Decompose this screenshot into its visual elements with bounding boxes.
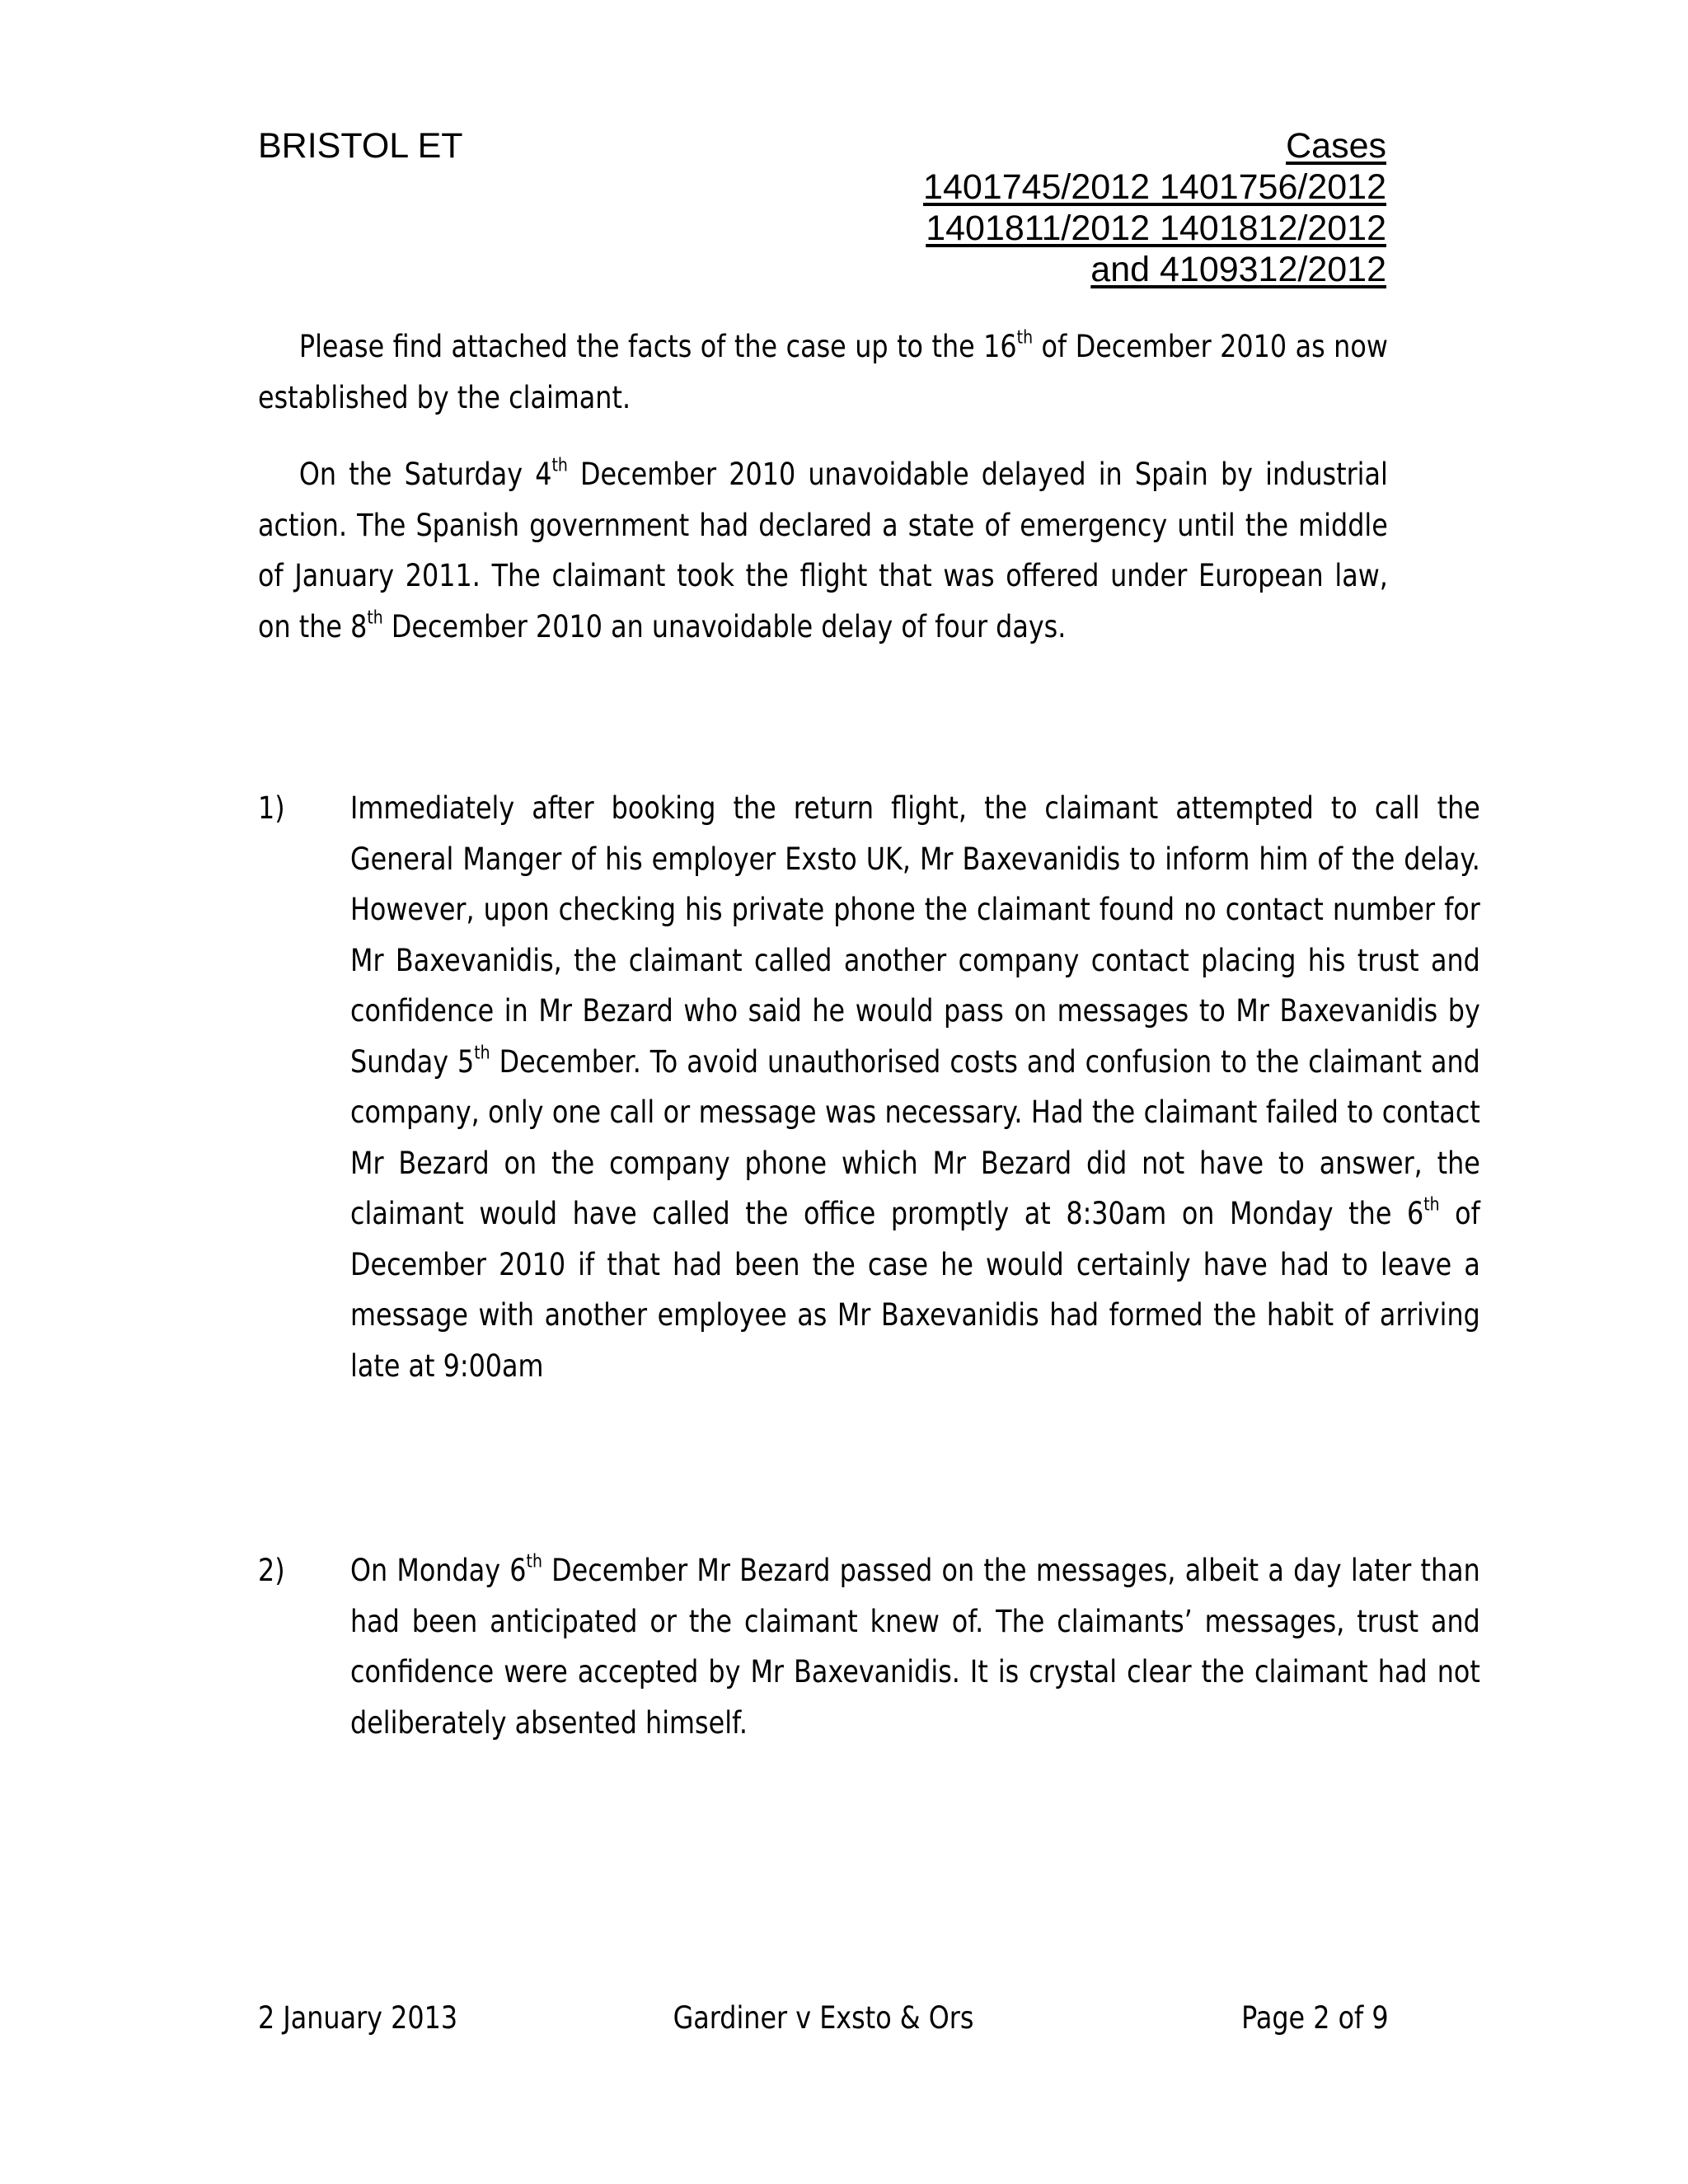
footer-case-title: Gardiner v Exsto & Ors	[673, 2000, 974, 2036]
ordinal-suffix: th	[526, 1551, 542, 1572]
text-run: December 2010 an unavoidable delay of four days.	[382, 608, 1067, 644]
footer-date: 2 January 2013	[258, 2000, 458, 2036]
ordinal-suffix: th	[1423, 1194, 1440, 1216]
text-run: On the Saturday 4	[298, 457, 552, 492]
text-run: December 2010 unavoidable delayed in Spain by industrial action. The Spanish government had declared a state of emergency until the middle of January 2011. The claimant took the flight that was offered under European law, on the 8	[258, 457, 1388, 644]
text-run: of December 2010 if that had been the case he would certainly have had to leave a message with another employee as Mr Baxevanidis had formed the habit of arriving late at 9:00am	[350, 1196, 1480, 1384]
ordinal-suffix: th	[367, 607, 383, 628]
footer-page-number: Page 2 of 9	[1241, 2000, 1389, 2036]
intro-paragraph-2	[258, 449, 1572, 652]
text-run: December Mr Bezard passed on the messages, albeit a day later than had been anticipated or the claimant knew of. The claimants’ messages, trust and confidence were accepted by Mr Baxevanidis. It is crystal clear the claimant had not deliberately absented himself.	[350, 1553, 1480, 1741]
text-run: Immediately after booking the return flight, the claimant attempted to call the General Manger of his employer Exsto UK, Mr Baxevanidis to inform him of the delay. However, upon checking his private phone the claimant found no contact number for Mr Baxevanidis, the claimant called another company contact placing his trust and confidence in Mr Bezard who said he would pass on messages to Mr Baxevanidis by Sunday 5	[350, 790, 1480, 1080]
ordinal-suffix: th	[474, 1043, 490, 1063]
text-run: On Monday 6	[350, 1553, 527, 1588]
case-line: Cases	[1286, 126, 1386, 166]
text-run: Please find attached the facts of the case up to the 16	[298, 329, 1017, 364]
case-line: 1401811/2012 1401812/2012	[926, 209, 1386, 248]
case-line: and 4109312/2012	[1090, 250, 1386, 289]
text-run: December. To avoid unauthorised costs and confusion to the claimant and company, only one call or message was necessary. Had the claimant failed to contact Mr Bezard on the company phone which Mr Bezard did not have to answer, the claimant would have called the office promptly at 8:30am on Monday the 6	[350, 1043, 1480, 1231]
item-number: 1)	[258, 790, 285, 826]
case-line: 1401745/2012 1401756/2012	[923, 167, 1386, 207]
item-number: 2)	[258, 1553, 285, 1588]
page-footer	[258, 1993, 1389, 2044]
tribunal-name: BRISTOL ET	[258, 126, 463, 166]
ordinal-suffix: th	[1016, 327, 1034, 349]
text-run: of December 2010 as now established by the claimant.	[258, 329, 1388, 415]
ordinal-suffix: th	[551, 455, 568, 476]
intro-paragraph-1	[258, 321, 1572, 423]
case-numbers	[727, 125, 1386, 290]
